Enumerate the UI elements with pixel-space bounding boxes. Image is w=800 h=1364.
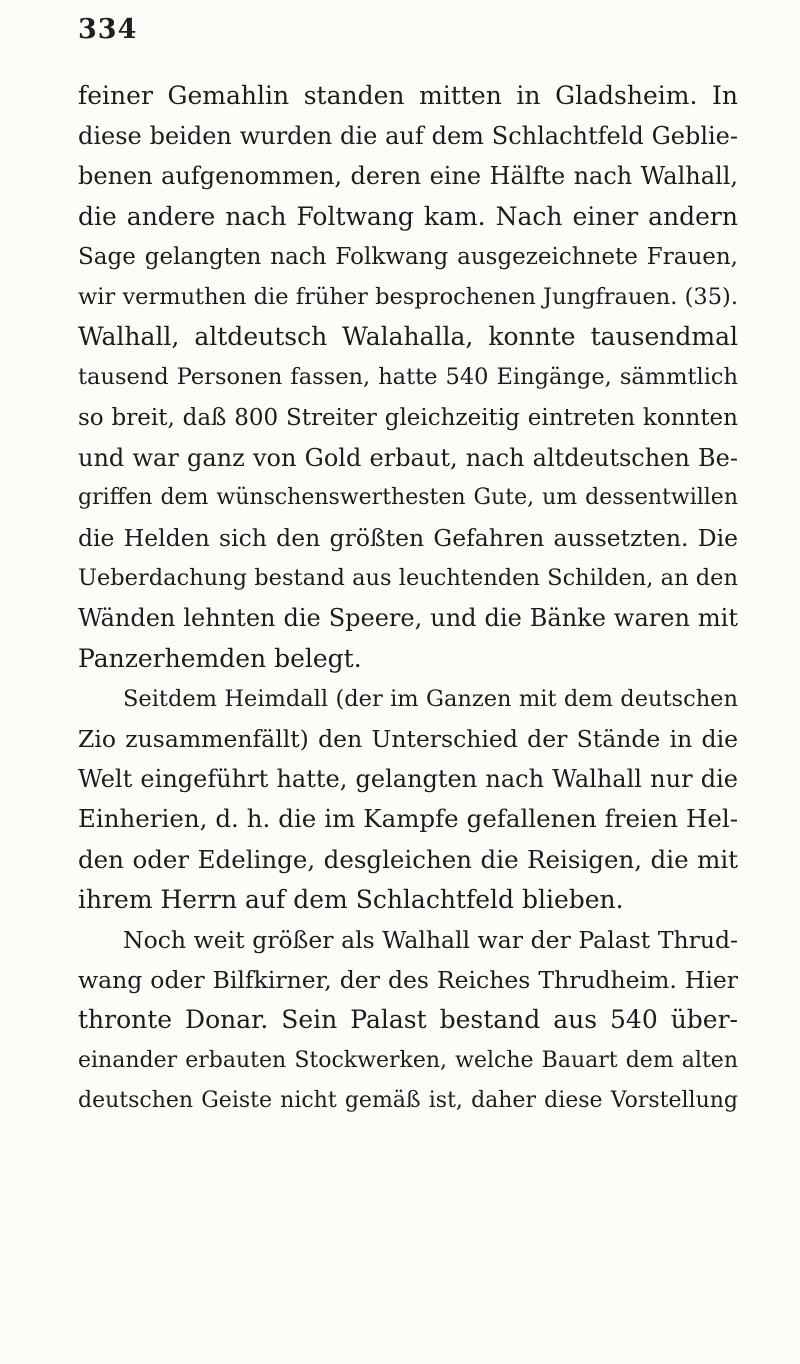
text-line: Noch weit größer als Walhall war der Palast Thrud-: [123, 925, 738, 954]
text-line: Wänden lehnten die Speere, und die Bänke waren mit: [78, 604, 738, 633]
text-line: wir vermuthen die früher besprochenen Jungfrauen. (35).: [78, 283, 738, 310]
text-line: ihrem Herrn auf dem Schlachtfeld blieben.: [78, 884, 624, 914]
text-line: thronte Donar. Sein Palast bestand aus 540 über-: [78, 1005, 738, 1035]
text-line: Seitdem Heimdall (der im Ganzen mit dem deutschen: [123, 685, 738, 712]
text-line: wang oder Bilfkirner, der des Reiches Thrudheim. Hier: [78, 966, 738, 995]
text-line: Welt eingeführt hatte, gelangten nach Walhall nur die: [78, 765, 738, 794]
text-line: deutschen Geiste nicht gemäß ist, daher diese Vorstellung: [78, 1087, 738, 1113]
text-line: die Helden sich den größten Gefahren aussetzten. Die: [78, 524, 738, 553]
text-line: einander erbauten Stockwerken, welche Bauart dem alten: [78, 1047, 738, 1073]
text-line: Zio zusammenfällt) den Unterschied der Stände in die: [78, 725, 738, 753]
text-line: Panzerhemden belegt.: [78, 643, 362, 673]
text-line: die andere nach Foltwang kam. Nach einer andern: [78, 201, 738, 231]
body-text: [78, 76, 738, 1121]
text-line: Ueberdachung bestand aus leuchtenden Schilden, an den: [78, 565, 738, 592]
text-line: Sage gelangten nach Folkwang ausgezeichnete Frauen,: [78, 243, 738, 270]
text-line: tausend Personen fassen, hatte 540 Eingänge, sämmtlich: [78, 364, 738, 391]
text-line: benen aufgenommen, deren eine Hälfte nach Walhall,: [78, 162, 738, 191]
text-line: so breit, daß 800 Streiter gleichzeitig eintreten konnten: [78, 404, 738, 431]
text-line: griffen dem wünschenswerthesten Gute, um dessentwillen: [78, 484, 738, 510]
text-line: Einherien, d. h. die im Kampfe gefallenen freien Hel-: [78, 804, 738, 834]
text-line: und war ganz von Gold erbaut, nach altdeutschen Be-: [78, 443, 738, 472]
text-line: feiner Gemahlin standen mitten in Gladsheim. In: [78, 81, 738, 110]
text-line: diese beiden wurden die auf dem Schlachtfeld Geblie-: [78, 122, 738, 151]
page-number: 334: [78, 14, 138, 45]
text-line: den oder Edelinge, desgleichen die Reisigen, die mit: [78, 844, 738, 874]
text-line: Walhall, altdeutsch Walahalla, konnte tausendmal: [78, 322, 738, 352]
